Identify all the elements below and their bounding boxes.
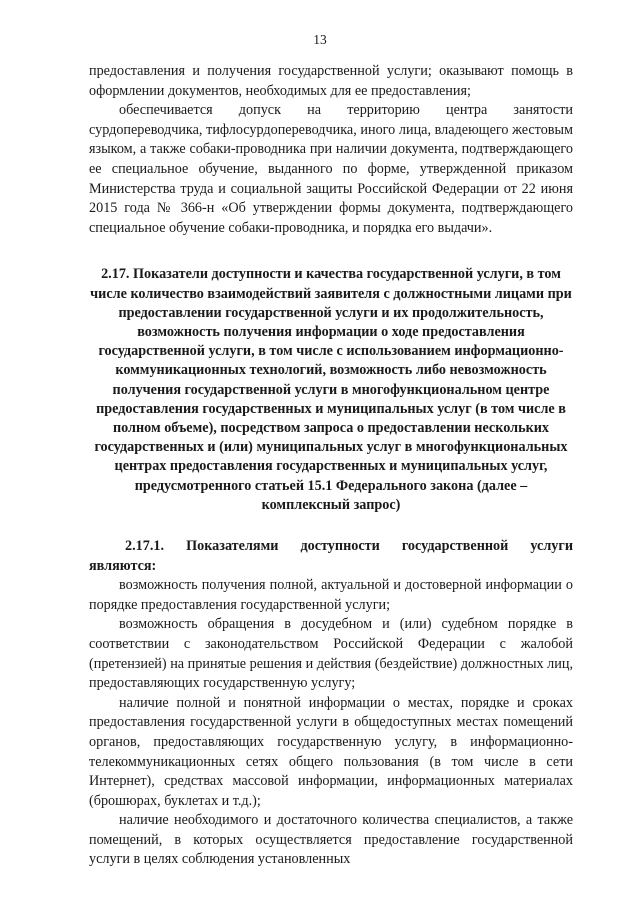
list-item: возможность получения полной, актуальной и достоверной информации о порядке предоставления государственной услуги; — [89, 577, 573, 613]
section-heading-2-17: 2.17. Показатели доступности и качества государственной услуги, в том числе количество взаимодействий заявителя с должностными лицами при предоставлении государственной услуги и их продолжительность, возможность получения информации о ходе предоставления государственной услуги, в том числе с использованием информационно-коммуникационных технологий, возможность либо невозможность получения государственной услуги в многофункциональном центре предоставления государственных и муниципальных услуг (в том числе в полном объеме), посредством запроса о предоставлении нескольких государственных и (или) муниципальных услуг в многофункциональных центрах предоставления государственных и муниципальных услуг, предусмотренного статьей 15.1 Федерального закона (далее – комплексный запрос) — [90, 266, 572, 513]
list-item: наличие полной и понятной информации о местах, порядке и сроках предоставления государственной услуги в общедоступных местах помещений органов, предоставляющих государственную услугу, в информационно-телекоммуникационных сетях общего пользования (в том числе в сети Интернет), средствах массовой информации, информационных материалах (брошюрах, буклетах и т.д.); — [89, 694, 573, 809]
paragraph-access-provision: обеспечивается допуск на территорию центра занятости сурдопереводчика, тифлосурдопереводчика, иного лица, владеющего жестовым языком, а также собаки-проводника при наличии документа, подтверждающего ее специальное обучение, выданного по форме, утвержденной приказом Министерства труда и социальной защиты Российской Федерации от 22 июня 2015 года № 366-н «Об утверждении формы документа, подтверждающего специальное обучение собаки-проводника, и порядка его выдачи». — [89, 102, 573, 236]
page-number: 13 — [313, 32, 327, 47]
list-item: возможность обращения в досудебном и (или) судебном порядке в соответствии с законодательством Российской Федерации с жалобой (претензией) на принятые решения и действия (бездействие) должностных лиц, предоставляющих государственную услугу; — [89, 616, 573, 692]
list-item: наличие необходимого и достаточного количества специалистов, а также помещений, в которых осуществляется предоставление государственной услуги в целях соблюдения установленных — [89, 812, 573, 868]
page-content — [89, 62, 573, 870]
paragraph-continuation: предоставления и получения государственной услуги; оказывают помощь в оформлении документов, необходимых для ее предоставления; — [89, 63, 573, 99]
section-heading-2-17-1: 2.17.1. Показателями доступности государственной услуги являются: — [89, 537, 573, 574]
